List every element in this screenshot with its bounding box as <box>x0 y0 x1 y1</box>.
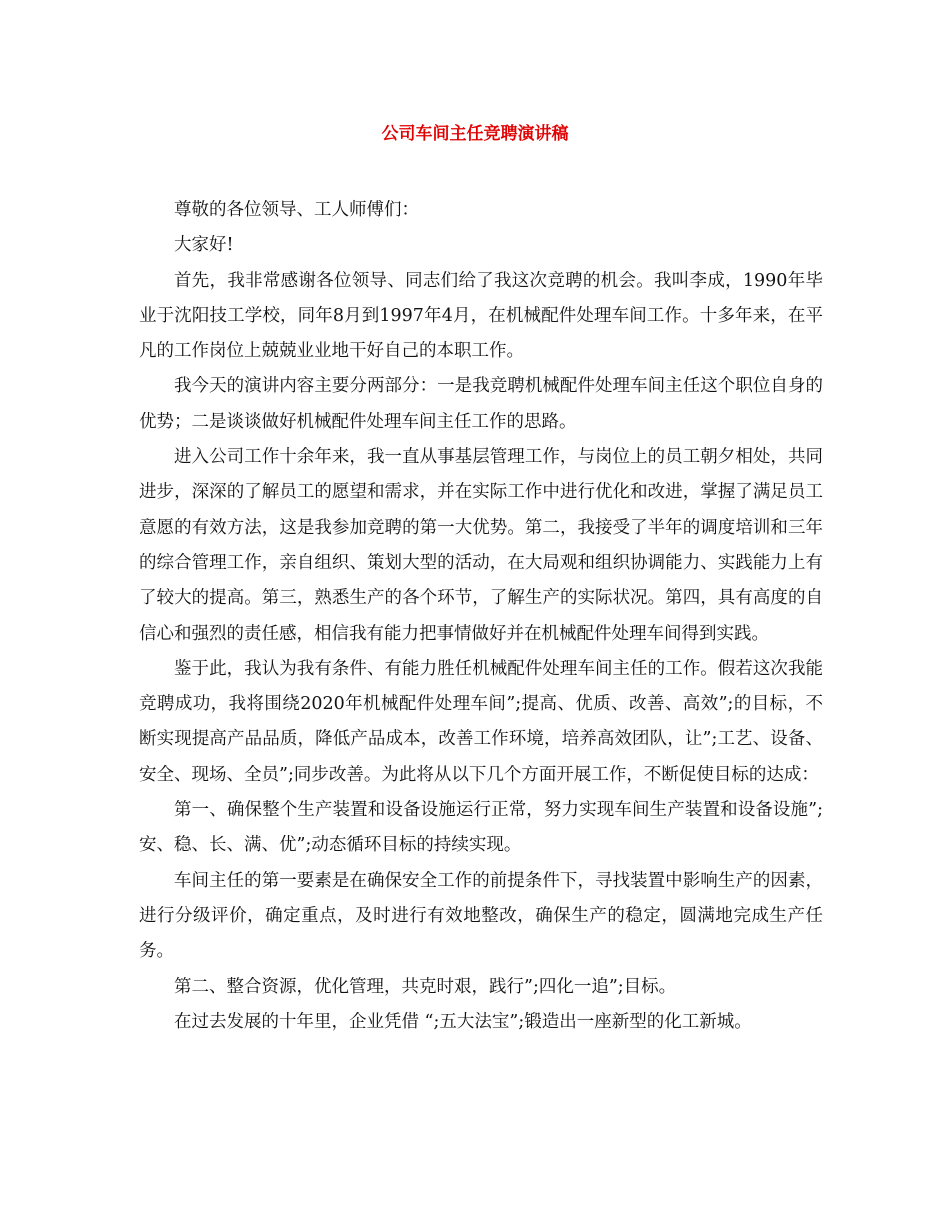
document-body <box>139 193 823 1040</box>
outline-paragraph: 我今天的演讲内容主要分两部分：一是我竞聘机械配件处理车间主任这个职位自身的优势；二是谈谈做好机械配件处理车间主任工作的思路。 <box>139 376 823 432</box>
first-point-paragraph: 第一、确保整个生产装置和设备设施运行正常，努力实现车间生产装置和设备设施”;安、稳、长、满、优”;动态循环目标的持续实现。 <box>139 800 823 856</box>
greeting-paragraph: 尊敬的各位领导、工人师傅们： <box>174 200 419 220</box>
second-point-detail-paragraph: 在过去发展的十年里，企业凭借 “;五大法宝”;锻造出一座新型的化工新城。 <box>174 1011 752 1032</box>
second-point-paragraph: 第二、整合资源，优化管理，共克时艰，践行”;四化一追”;目标。 <box>174 976 677 997</box>
salutation-paragraph: 大家好! <box>174 235 234 256</box>
document-title: 公司车间主任竞聘演讲稿 <box>381 124 569 144</box>
goals-paragraph: 鉴于此，我认为我有条件、有能力胜任机械配件处理车间主任的工作。假若这次我能竞聘成功，我将围绕2020年机械配件处理车间”;提高、优质、改善、高效”;的目标，不断实现提高产品品质，降低产品成本，改善工作环境，培养高效团队，让”;工艺、设备、安全、现场、全员”;同步改善。为此将从以下几个方面开展工作，不断促使目标的达成： <box>139 658 823 785</box>
first-point-detail-paragraph: 车间主任的第一要素是在确保安全工作的前提条件下，寻找装置中影响生产的因素，进行分级评价，确定重点，及时进行有效地整改，确保生产的稳定，圆满地完成生产任务。 <box>139 870 823 962</box>
introduction-paragraph: 首先，我非常感谢各位领导、同志们给了我这次竞聘的机会。我叫李成，1990年毕业于沈阳技工学校，同年8月到1997年4月，在机械配件处理车间工作。十多年来，在平凡的工作岗位上兢兢业业地干好自己的本职工作。 <box>139 270 823 362</box>
advantages-paragraph: 进入公司工作十余年来，我一直从事基层管理工作，与岗位上的员工朝夕相处，共同进步，深深的了解员工的愿望和需求，并在实际工作中进行优化和改进，掌握了满足员工意愿的有效方法，这是我参加竞聘的第一大优势。第二，我接受了半年的调度培训和三年的综合管理工作，亲自组织、策划大型的活动，在大局观和组织协调能力、实践能力上有了较大的提高。第三，熟悉生产的各个环节，了解生产的实际状况。第四，具有高度的自信心和强烈的责任感，相信我有能力把事情做好并在机械配件处理车间得到实践。 <box>139 447 823 644</box>
